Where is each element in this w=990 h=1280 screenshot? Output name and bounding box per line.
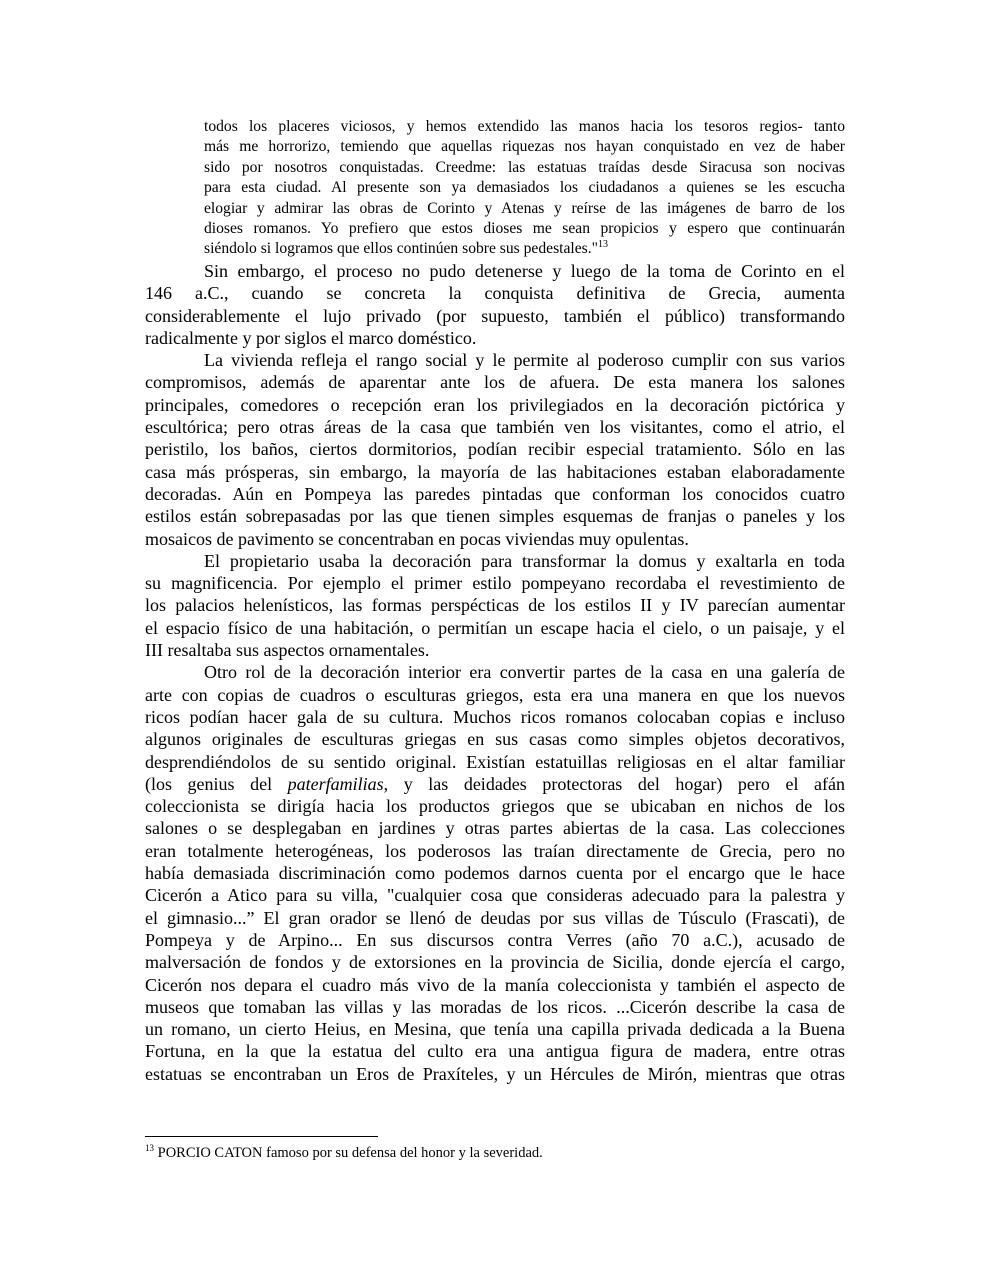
text-line: museos que tomaban las villas y las moradas de los ricos. ...Cicerón describe la casa de (145, 996, 845, 1017)
text-line: los palacios helenísticos, las formas perspécticas de los estilos II y IV parecían aumentar (145, 595, 845, 616)
quote-line (204, 178, 845, 198)
text-line: principales, comedores o recepción eran los privilegiados en la decoración pictórica y (145, 394, 845, 415)
footnote-number: 13 (145, 1143, 154, 1153)
text-line: Sin embargo, el proceso no pudo detenerse y luego de la toma de Corinto en el (204, 261, 845, 281)
text-line: arte con copias de cuadros o esculturas griegos, esta era una manera en que los nuevos (145, 684, 845, 705)
text-line: La vivienda refleja el rango social y le permite al poderoso cumplir con sus varios (204, 350, 845, 371)
quote-line (204, 137, 845, 157)
paragraph (145, 349, 845, 550)
text-line: mosaicos de pavimento se concentraban en pocas viviendas muy opulentas. (145, 528, 689, 549)
text-line: había demasiada discriminación como podemos darnos cuenta por el encargo que le hace (145, 863, 845, 884)
footnote (145, 1145, 543, 1162)
quote-line-text: siéndolo si logramos que ellos continúen sobre sus pedestales." (204, 240, 598, 258)
footnote-separator (145, 1136, 378, 1137)
text-line: eran totalmente heterogéneas, los poderosos las traían directamente de Grecia, pero no (145, 840, 845, 861)
quote-line-text: sido por nosotros conquistadas. Creedme: las estatuas traídas desde Siracusa son nocivas (204, 158, 845, 176)
text-line: coleccionista se dirigía hacia los productos griegos que se ubicaban en nichos de los (145, 796, 845, 817)
text-line: radicalmente y por siglos el marco doméstico. (145, 327, 477, 348)
text-line: desprendiéndolos de su sentido original. Existían estatuillas religiosas en el altar familiar (145, 751, 845, 772)
text-line: salones o se desplegaban en jardines y otras partes abiertas de la casa. Las colecciones (145, 818, 845, 839)
text-line: escultórica; pero otras áreas de la casa que también ven los visitantes, como el atrio, el (145, 417, 845, 438)
quote-line-text: dioses romanos. Yo prefiero que estos dioses me sean propicios y espero que continuarán (204, 220, 845, 238)
quote-line-text: para esta ciudad. Al presente son ya demasiados los ciudadanos a quienes se les escucha (204, 179, 845, 197)
quote-line (204, 199, 845, 219)
quote-line (204, 158, 845, 178)
quote-line (204, 219, 845, 239)
text-line: considerablemente el lujo privado (por supuesto, también el público) transformando (145, 305, 845, 326)
text-line: Fortuna, en la que la estatua del culto era una antigua figura de madera, entre otras (145, 1041, 845, 1062)
text-line: estatuas se encontraban un Eros de Praxíteles, y un Hércules de Mirón, mientras que otras (145, 1063, 845, 1084)
quote-line (204, 117, 845, 137)
text-line: estilos están sobrepasadas por las que tienen simples esquemas de franjas o paneles y los (145, 506, 845, 527)
text-line: peristilo, los baños, ciertos dormitorios, podían recibir especial tratamiento. Sólo en las (145, 439, 845, 460)
text-line: malversación de fondos y de extorsiones en la provincia de Sicilia, donde ejercía el cargo, (145, 952, 845, 973)
text-line: III resaltaba sus aspectos ornamentales. (145, 640, 430, 661)
italic-term: paterfamilias (287, 773, 384, 794)
text-segment: , y las deidades protectoras del hogar) pero el afán (383, 773, 845, 794)
text-line: casa más prósperas, sin embargo, la mayoría de las habitaciones estaban elaboradamente (145, 461, 845, 482)
text-line: compromisos, además de aparentar ante los de afuera. De esta manera los salones (145, 372, 845, 393)
block-quote (204, 117, 845, 260)
text-line: algunos originales de esculturas griegas en sus casas como simples objetos decorativos, (145, 729, 845, 750)
quote-line (204, 239, 845, 259)
text-line: ricos podían hacer gala de su cultura. Muchos ricos romanos colocaban copias e incluso (145, 706, 845, 727)
text-line: 146 a.C., cuando se concreta la conquista definitiva de Grecia, aumenta (145, 283, 845, 304)
quote-line-text: más me horrorizo, temiendo que aquellas riquezas nos hayan conquistado en vez de haber (204, 138, 845, 156)
paragraph (145, 550, 845, 661)
text-line: decoradas. Aún en Pompeya las paredes pintadas que conforman los conocidos cuatro (145, 483, 845, 504)
text-line: el gimnasio...” El gran orador se llenó de deudas por sus villas de Túsculo (Frascati), de (145, 907, 845, 928)
quote-line-text: todos los placeres viciosos, y hemos extendido las manos hacia los tesoros regios- tanto (204, 118, 845, 135)
text-line (145, 773, 845, 795)
text-line: Otro rol de la decoración interior era convertir partes de la casa en una galería de (204, 662, 845, 683)
text-line: un romano, un cierto Heius, en Mesina, que tenía una capilla privada dedicada a la Buena (145, 1019, 845, 1040)
text-segment: (los genius del (145, 773, 288, 794)
text-line: su magnificencia. Por ejemplo el primer estilo pompeyano recordaba el revestimiento de (145, 573, 845, 594)
paragraph (145, 661, 845, 1085)
text-line: Pompeya y de Arpino... En sus discursos contra Verres (año 70 a.C.), acusado de (145, 929, 845, 950)
paragraph (145, 260, 845, 349)
footnote-reference[interactable]: 13 (597, 239, 608, 251)
quote-line-text: elogiar y admirar las obras de Corinto y Atenas y reírse de las imágenes de barro de los (204, 199, 845, 217)
text-line: Cicerón nos depara el cuadro más vivo de la manía coleccionista y también el aspecto de (145, 974, 845, 995)
body-text (145, 260, 845, 1085)
text-line: El propietario usaba la decoración para transformar la domus y exaltarla en toda (204, 550, 845, 571)
text-line: el espacio físico de una habitación, o permitían un escape hacia el cielo, o un paisaje, y el (145, 617, 845, 638)
footnote-text: PORCIO CATON famoso por su defensa del honor y la severidad. (157, 1145, 543, 1161)
text-line: Cicerón a Atico para su villa, "cualquier cosa que consideras adecuado para la palestra y (145, 885, 845, 906)
